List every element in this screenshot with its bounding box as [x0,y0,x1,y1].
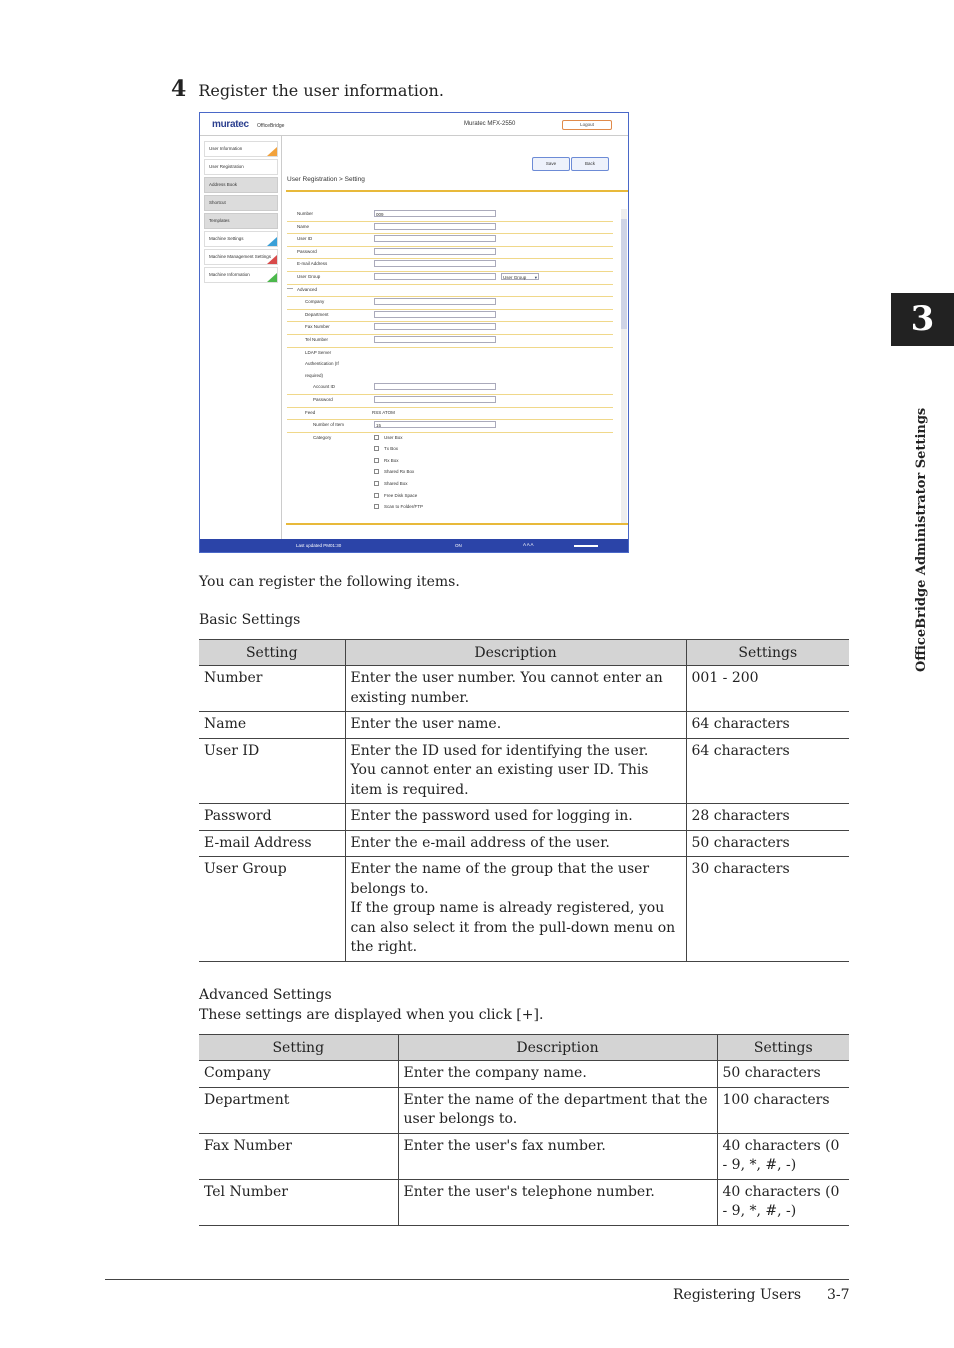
checkbox[interactable] [374,458,379,463]
table-row [199,1087,849,1133]
basic-heading: Basic Settings [199,612,301,628]
text-field[interactable] [374,336,496,343]
back-button[interactable]: Back [571,157,609,171]
table-cell: Enter the user number. You cannot enter an existing number. [345,666,686,712]
field-label: Name [297,223,310,229]
sidebar-item-label: User Information [209,146,243,151]
field-label: Number of Item [313,422,345,428]
checkbox-label: Tx Box [384,446,399,452]
font-size-buttons[interactable]: A A A [523,542,534,547]
sidebar-item[interactable] [204,231,278,247]
table-cell: Enter the password used for logging in. [345,804,686,831]
text-field[interactable] [374,323,496,330]
table-row [199,830,849,857]
table-cell: 50 characters [717,1061,849,1088]
status-bar [200,539,628,553]
sidebar-item-label: Machine Settings [209,236,244,241]
page-number: 3-7 [827,1287,850,1303]
form-row [287,297,613,310]
field-label: Account ID [313,384,336,390]
text-field[interactable] [374,248,496,255]
field-label: LDAP Server [305,349,332,355]
table-cell: 64 characters [686,712,849,739]
sidebar-item-label: User Registration [209,164,244,169]
screenshot [199,112,629,553]
table-cell: 001 - 200 [686,666,849,712]
table-row [199,1061,849,1088]
form-row [287,285,613,298]
table-row [199,738,849,804]
chapter-tab: 3 [891,293,954,346]
sidebar-item[interactable] [204,195,278,211]
form-row [287,371,613,383]
table-row [199,666,849,712]
text-field[interactable]: 15 [374,421,496,428]
breadcrumb-divider [286,190,628,192]
checkbox-label: Scan to Folder/FTP [384,504,424,510]
table-row [199,857,849,962]
table-cell: 40 characters (0 - 9, *, #, -) [717,1133,849,1179]
column-header: Setting [199,640,345,666]
collapse-icon[interactable]: — [287,285,293,292]
sidebar-item-label: Machine Management Settings [209,254,272,259]
text-field[interactable] [374,273,496,280]
text-field[interactable] [374,396,496,403]
table-cell: E-mail Address [199,830,345,857]
intro-text: You can register the following items. [199,574,460,590]
advanced-heading: Advanced Settings [199,987,332,1003]
checkbox[interactable] [374,504,379,509]
table-cell: Name [199,712,345,739]
sidebar-item-tab [267,255,277,264]
checkbox-label: Shared Box [384,481,408,487]
cell-line: You cannot enter an existing user ID. This item is required. [350,762,649,798]
basic-table [199,639,849,962]
text-field[interactable] [374,223,496,230]
checkbox-label: Rx Box [384,457,399,463]
step-text: Register the user information. [198,81,444,100]
table-cell: 64 characters [686,738,849,804]
form-row [287,322,613,335]
sidebar-item[interactable] [204,141,278,157]
advanced-table [199,1034,849,1226]
form-row [287,348,613,360]
registration-form [287,209,613,514]
column-header: Description [345,640,686,666]
checkbox-label: Free Disk Space [384,492,418,498]
field-label: Authentication (If [305,361,339,367]
form-row [287,420,613,433]
sidebar-item-tab [267,273,277,282]
step [171,76,444,102]
model-name: Muratec MFX-2550 [464,121,516,127]
checkbox[interactable] [374,435,379,440]
form-row [287,479,613,491]
feed-options[interactable]: RSS ATOM [372,409,395,415]
table-cell: Enter the e-mail address of the user. [345,830,686,857]
table-cell: 30 characters [686,857,849,962]
column-header: Description [398,1035,717,1061]
checkbox[interactable] [374,481,379,486]
brand-logo: muratec [212,119,249,130]
column-header: Settings [717,1035,849,1061]
breadcrumb: User Registration > Setting [287,176,365,183]
column-header: Setting [199,1035,398,1061]
field-label: Department [305,311,329,317]
table-cell [345,857,686,962]
form-row [287,335,613,348]
table-cell: Enter the user name. [345,712,686,739]
sidebar-item-label: Machine Information [209,272,250,277]
form-row [287,456,613,468]
checkbox[interactable] [374,493,379,498]
progress-bar [574,545,598,547]
form-row [287,491,613,503]
sidebar-item-label: Shortcut [209,200,226,205]
logout-button[interactable]: Logout [562,120,612,130]
text-field[interactable] [374,298,496,305]
form-row [287,247,613,260]
footer-section: Registering Users [673,1287,802,1303]
footer-rule [105,1279,849,1280]
last-updated: Last updated PM01:30 [296,543,342,548]
form-row [287,502,613,514]
advanced-note: These settings are displayed when you click [+]. [199,1007,544,1023]
checkbox[interactable] [374,469,379,474]
field-label: Feed [305,409,316,415]
sidebar [204,141,278,285]
sidebar-item-tab [267,147,277,156]
checkbox-label: User Box [384,434,403,440]
sidebar-item-label: Templates [209,218,230,223]
table-cell: 28 characters [686,804,849,831]
screenshot-header [200,113,628,136]
sidebar-item-tab [267,237,277,246]
table-row [199,804,849,831]
table-cell: Enter the user's fax number. [398,1133,717,1179]
form-row [287,382,613,395]
form-row [287,408,613,421]
form-row [287,272,613,285]
sidebar-item[interactable] [204,159,278,175]
table-row [199,1179,849,1225]
sidebar-item[interactable] [204,213,278,229]
table-cell [345,738,686,804]
table-row [199,1133,849,1179]
text-field[interactable] [374,260,496,267]
sidebar-item-label: Address Book [209,182,238,187]
table-cell: Tel Number [199,1179,398,1225]
text-field[interactable] [374,311,496,318]
table-cell: Enter the name of the department that the user belongs to. [398,1087,717,1133]
text-field[interactable]: 009 [374,210,496,217]
text-field[interactable] [374,383,496,390]
field-label: Number [297,211,314,216]
group-select[interactable] [501,273,539,280]
field-label: required) [305,372,324,378]
checkbox-label: Shared Rx Box [384,469,415,475]
form-row [287,433,613,445]
save-button[interactable]: Save [532,157,570,171]
form-row [287,234,613,247]
field-label: Tel Number [305,336,329,342]
scrollbar-thumb[interactable] [621,219,627,329]
table-cell: User ID [199,738,345,804]
cell-line: Enter the ID used for identifying the user. [350,742,649,759]
form-divider [286,523,628,525]
form-row [287,310,613,323]
group-select-value: User Group [503,274,527,280]
cell-line: Enter the name of the group that the user belongs to. [350,861,650,897]
form-row [287,259,613,272]
field-label: Category [313,434,332,440]
table-cell: Company [199,1061,398,1088]
sidebar-item[interactable] [204,177,278,193]
field-label: User ID [297,236,313,242]
table-cell: Department [199,1087,398,1133]
field-label: Fax Number [305,324,330,330]
table-cell: Enter the user's telephone number. [398,1179,717,1225]
table-cell: Password [199,804,345,831]
table-cell: Number [199,666,345,712]
chevron-down-icon: ▾ [534,274,537,280]
field-label: Password [297,248,317,254]
table-cell: User Group [199,857,345,962]
cell-line: If the group name is already registered, you can also select it from the pull-down menu on the right. [350,900,676,955]
field-label: User Group [297,273,321,279]
form-row [287,359,613,371]
field-label: Password [313,396,333,402]
auto-refresh-toggle[interactable]: ON [455,543,462,548]
sidebar-divider [281,135,282,540]
sidebar-item[interactable] [204,249,278,265]
chapter-title: OfficeBridge Administrator Settings [914,407,929,672]
form-row [287,209,613,222]
form-row [287,222,613,235]
step-number: 4 [171,76,187,102]
scrollbar[interactable] [621,209,627,523]
column-header: Settings [686,640,849,666]
table-cell: 100 characters [717,1087,849,1133]
form-row [287,444,613,456]
field-label: Company [305,299,325,305]
table-row [199,712,849,739]
brand-sub: OfficeBridge [257,123,285,129]
checkbox[interactable] [374,446,379,451]
field-label: E-mail Address [297,261,328,267]
text-field[interactable] [374,235,496,242]
table-cell: Fax Number [199,1133,398,1179]
table-cell: 40 characters (0 - 9, *, #, -) [717,1179,849,1225]
form-row [287,395,613,408]
sidebar-item[interactable] [204,267,278,283]
table-cell: Enter the company name. [398,1061,717,1088]
field-label: Advanced [297,286,318,292]
form-row [287,467,613,479]
table-cell: 50 characters [686,830,849,857]
